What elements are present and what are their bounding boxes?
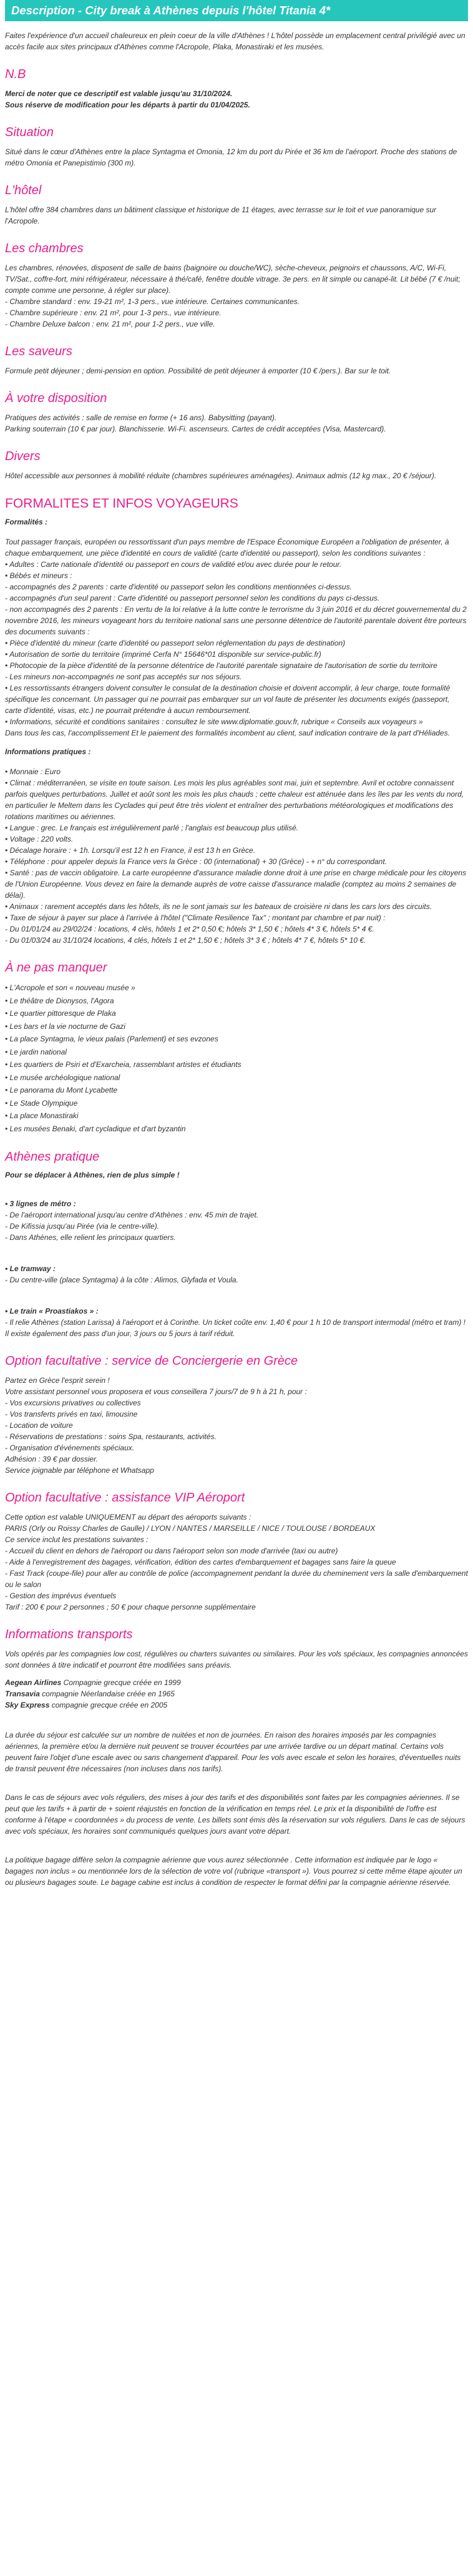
transports-paragraph: La politique bagage diffère selon la compagnie aérienne que vous aurez sélectionnée . Cette information est indiquée par le logo « bagages non inclus » ou mentionnée lors de la sélection de votre vol (rubrique «transport »). Vous pourrez si cette même étape ajouter un ou plusieurs bagages soute. Le bagage cabine est inclus à condition de respecter le format défini par la compagnie aérienne réservée.	[5, 1856, 462, 1887]
disposition-services: Parking souterrain (10 € par jour). Blanchisserie. Wi-Fi. ascenseurs. Cartes de crédit acceptées (Visa, Mastercard).	[5, 425, 386, 433]
situation-heading: Situation	[5, 125, 54, 139]
formalites-line: - accompagnés des 2 parents : carte d'identité ou passeport selon les conditions mentionnées ci-dessus.	[5, 583, 352, 591]
formalites-line: - non accompagnés des 2 parents : En vertu de la loi relative à la lutte contre le terrorisme du 3 juin 2016 et du décret gouvernemental du 2 novembre 2016, les mineurs voyageant hors du territoire national sans une personne détentrice de l'autorité parentale doivent être porteurs des documents suivants :	[5, 605, 467, 636]
airline-name: Sky Express	[5, 1701, 50, 1709]
divers-heading: Divers	[5, 450, 41, 463]
airlines-list	[5, 1677, 468, 1711]
nb-modification-note: Sous réserve de modification pour les départs à partir du 01/04/2025.	[5, 101, 250, 109]
list-item: • Les bars et la vie nocturne de Gazi	[5, 1021, 125, 1031]
conciergerie-list	[5, 1375, 468, 1476]
disposition-activities: Pratiques des activités : salle de remise en forme (+ 16 ans). Babysitting (payant).	[5, 413, 277, 422]
formalites-line: • Informations, sécurité et conditions sanitaires : consultez le site www.diplomatie.gouv.fr, rubrique « Conseils aux voyageurs »	[5, 717, 423, 726]
disposition-list	[5, 412, 468, 435]
formalites-line: • Adultes : Carte nationale d'identité ou passeport en cours de validité et/ou avec durée pour le retour.	[5, 560, 342, 569]
list-item: • Le Stade Olympique	[5, 1098, 78, 1108]
transports-paragraph: La durée du séjour est calculée sur un nombre de nuitées et non de journées. En raison des horaires imposés par les compagnies aériennes, la première et/ou la dernière nuit peuvent se trouver écourtées par une arrivée tardive ou un départ matinal. Certains vols peuvent faire l'objet d'une escale avec ou sans changement d'appareil. Pour les vols avec escale et selon les horaires, d'éventuelles nuits de transit peuvent être nécessaires (non incluses dans nos tarifs).	[5, 1731, 461, 1773]
saveurs-heading: Les saveurs	[5, 345, 72, 358]
list-item: • Les musées Benaki, d'art cycladique et d'art byzantin	[5, 1124, 186, 1133]
formalites-line: • Autorisation de sortie du territoire (imprimé Cerfa N° 15646*01 disponible sur service-public.fr)	[5, 650, 321, 659]
vip-line: - Aide à l'enregistrement des bagages, vérification, édition des cartes d'embarquement et bagages sans faire la queue	[5, 1558, 396, 1566]
pratiques-line: • Taxe de séjour à payer sur place à l'arrivée à l'hôtel ("Climate Resilience Tax" ; montant par chambre et par nuit) :	[5, 913, 386, 922]
nb-heading: N.B	[5, 67, 26, 81]
vip-list	[5, 1512, 468, 1613]
formalites-line: Tout passager français, européen ou ressortissant d'un pays membre de l'Espace Économique Européen a l'obligation de présenter, à chaque embarquement, une pièce d'identité en cours de validité (carte d'identité ou passeport), selon les conditions suivantes :	[5, 538, 449, 558]
saveurs-text: Formule petit déjeuner ; demi-pension en option. Possibilité de petit déjeuner à emporter (10 € /pers.). Bar sur le toit.	[5, 366, 391, 375]
conciergerie-line: - Organisation d'événements spéciaux.	[5, 1443, 135, 1452]
chambre-superieure: - Chambre supérieure : env. 21 m², pour 1-3 pers., vue intérieure.	[5, 308, 222, 317]
hotel-text: L'hôtel offre 384 chambres dans un bâtiment classique et historique de 11 étages, avec terrasse sur le toit et vue panoramique sur l'Acropole.	[5, 205, 437, 225]
transports-heading: Informations transports	[5, 1628, 133, 1641]
chambres-list	[5, 262, 468, 330]
formalites-list	[5, 536, 468, 739]
chambres-heading: Les chambres	[5, 242, 84, 255]
conciergerie-heading: Option facultative : service de Conciergerie en Grèce	[5, 1354, 298, 1368]
pratiques-list	[5, 766, 468, 946]
vip-line: - Gestion des imprévus éventuels	[5, 1591, 117, 1600]
pratiques-line: - Du 01/01/24 au 29/02/24 : locations, 4 clés, hôtels 1 et 2* 0,50 €; hôtels 3* 1,50 € ; hôtels 4* 3 €, hôtels 5* 4 €.	[5, 925, 374, 933]
list-item: • Le jardin national	[5, 1047, 67, 1056]
formalites-label: Formalités :	[5, 518, 48, 526]
metro-line: - Dans Athènes, elle relient les principaux quartiers.	[5, 1233, 176, 1242]
list-item: • Le théâtre de Dionysos, l'Agora	[5, 996, 114, 1005]
pratiques-label: Informations pratiques :	[5, 747, 91, 756]
chambres-description: Les chambres, rénovées, disposent de salle de bains (baignoire ou douche/WC), sèche-cheveux, peignoirs et chaussons, A/C, Wi-Fi, TV/Sat., coffre-fort, mini réfrigérateur, nécessaire à thé/café, fenêtre double vitrage. 3e pers. en lit simple ou canapé-lit. Lit bébé (7 € /nuit; compte comme une personne, à régler sur place).	[5, 263, 461, 295]
list-item: • Les quartiers de Psiri et d'Exarcheia, rassemblant artistes et étudiants	[5, 1060, 241, 1069]
list-item: • Le musée archéologique national	[5, 1073, 120, 1082]
pratiques-line: • Santé : pas de vaccin obligatoire. La carte européenne d'assurance maladie donne droit à une prise en charge médicale pour les citoyens de l'Union Européenne. Vous devez en faire la demande auprès de votre caisse d'assurance maladie (comptez au moins 2 semaines de délai).	[5, 868, 466, 900]
airline-name: Aegean Airlines	[5, 1678, 62, 1687]
chambre-deluxe: - Chambre Deluxe balcon : env. 21 m², pour 1-2 pers., vue ville.	[5, 320, 215, 328]
vip-heading: Option facultative : assistance VIP Aéroport	[5, 1491, 245, 1505]
formalites-line: • Photocopie de la pièce d'identité de la personne détentrice de l'autorité parentale signataire de l'autorisation de sortie du territoire	[5, 661, 437, 670]
metro-line: - De Kifissia jusqu'au Pirée (via le centre-ville).	[5, 1222, 160, 1231]
airline-item	[5, 1688, 468, 1699]
list-item: • La place Monastiraki	[5, 1111, 79, 1120]
pratiques-line: • Monnaie : Euro	[5, 767, 61, 776]
transports-intro: Vols opérés par les compagnies low cost, régulières ou charters suivantes ou similaires. Pour les vols spéciaux, les compagnies annoncées sont données à titre indicatif et pourront être modifiées sans préavis.	[5, 1649, 468, 1669]
nb-notes	[5, 88, 468, 111]
disposition-heading: À votre disposition	[5, 391, 107, 405]
airline-name: Transavia	[5, 1689, 40, 1698]
chambre-standard: - Chambre standard : env. 19-21 m², 1-3 pers., vue intérieure. Certaines communicantes.	[5, 297, 300, 306]
train-info	[5, 1305, 468, 1339]
tram-title: • Le tramway :	[5, 1264, 56, 1273]
manquer-list	[5, 981, 468, 1135]
airline-item	[5, 1677, 468, 1688]
vip-line: PARIS (Orly ou Roissy Charles de Gaulle) / LYON / NANTES / MARSEILLE / NICE / TOULOUSE / BORDEAUX	[5, 1524, 376, 1533]
conciergerie-line: Votre assistant personnel vous proposera et vous conseillera 7 jours/7 de 9 h à 21 h, pour :	[5, 1387, 307, 1396]
vip-line: Tarif : 200 € pour 2 personnes ; 50 € pour chaque personne supplémentaire	[5, 1603, 256, 1611]
conciergerie-line: Partez en Grèce l'esprit serein !	[5, 1376, 110, 1385]
pratiques-line: • Langue : grec. Le français est irrégulièrement parlé ; l'anglais est beaucoup plus utilisé.	[5, 823, 299, 832]
train-line: - Il relie Athènes (station Larissa) à l'aéroport et à Corinthe. Un ticket coûte env. 1,40 € pour 1 h 10 de transport intermodal (métro et tram) ! Il existe également des pass d'un jour, 3 jours ou 5 jours à tarif réduit.	[5, 1318, 466, 1338]
airline-text: compagnie Néerlandaise créée en 1965	[39, 1689, 175, 1698]
transports-paragraph: Dans le cas de séjours avec vols réguliers, des mises à jour des tarifs et des disponibilités sont faites par les compagnies aériennes. Il se peut que les tarifs + à partir de + soient réajustés en fonction de la vérification en temps réel. Le prix et la disponibilité de l'offre est conforme à l'étape « coordonnées » du process de vente. Les billets sont émis dès la réservation sur vols réguliers. Dans le cas de séjours avec vols spéciaux, les horaires sont communiqués quelques jours avant votre départ.	[5, 1793, 466, 1836]
vip-line: Cette option est valable UNIQUEMENT au départ des aéroports suivants :	[5, 1513, 251, 1522]
metro-line: - De l'aéroport international jusqu'au centre d'Athènes : env. 45 min de trajet.	[5, 1211, 259, 1219]
hotel-heading: L'hôtel	[5, 184, 42, 197]
pratiques-line: • Climat : méditerranéen, se visite en toute saison. Les mois les plus agréables sont mai, juin et septembre. Avril et octobre connaissent parfois quelques perturbations. Juillet et août sont les mois les plus chauds ; cette chaleur est atténuée dans les îles par les vents du nord, en particulier le Meltem dans les Cyclades qui peut être très violent et entraîner des perturbations météorologiques et modifications des rotations maritimes ou aériennes.	[5, 779, 464, 821]
pratiques-line: - Du 01/03/24 au 31/10/24 locations, 4 clés, hôtels 1 et 2* 1,50 € ; hôtels 3* 3 € ; hôtels 4* 7 €, hôtels 5* 10 €.	[5, 936, 366, 945]
metro-title: • 3 lignes de métro :	[5, 1199, 76, 1208]
list-item: • La place Syntagma, le vieux palais (Parlement) et ses evzones	[5, 1035, 218, 1043]
conciergerie-line: Service joignable par téléphone et Whatsapp	[5, 1466, 154, 1475]
pratiques-line: • Voltage : 220 volts.	[5, 835, 74, 843]
tram-line: - Du centre-ville (place Syntagma) à la côte : Alimos, Glyfada et Voula.	[5, 1276, 238, 1284]
vip-line: - Fast Track (coupe-file) pour aller au contrôle de police (accompagnement pendant la durée du cheminement vers la salle d'embarquement ou le salon	[5, 1569, 468, 1589]
list-item: • Le quartier pittoresque de Plaka	[5, 1009, 116, 1018]
formalites-line: - accompagnés d'un seul parent : Carte d'identité ou passeport personnel selon les conditions du pays ci-dessus.	[5, 594, 380, 602]
list-item: • Le panorama du Mont Lycabette	[5, 1086, 118, 1094]
divers-text: Hôtel accessible aux personnes à mobilité réduite (chambres supérieures aménagées). Animaux admis (12 kg max., 20 € /séjour).	[5, 471, 437, 480]
vip-line: Ce service inclut les prestations suivantes :	[5, 1535, 149, 1544]
formalites-heading: FORMALITES ET INFOS VOYAGEURS	[5, 496, 238, 511]
conciergerie-line: - Réservations de prestations : soins Spa, restaurants, activités.	[5, 1432, 217, 1441]
conciergerie-line: - Location de voiture	[5, 1421, 73, 1430]
pratiques-line: • Animaux : rarement acceptés dans les hôtels, ils ne le sont jamais sur les bateaux de croisière ni dans les cars lors des circuits.	[5, 902, 432, 911]
conciergerie-line: - Vos excursions privatives ou collectives	[5, 1399, 141, 1407]
vip-line: - Accueil du client en dehors de l'aéroport ou dans l'aéroport selon son mode d'arrivée (taxi ou autre)	[5, 1546, 338, 1555]
formalites-line: • Pièce d'identité du mineur (carte d'identité ou passeport selon réglementation du pays de destination)	[5, 639, 346, 647]
list-item: • L'Acropole et son « nouveau musée »	[5, 983, 135, 992]
formalites-line: Dans tous les cas, l'accomplissement Et le paiement des formalités incombent au client, sauf indication contraire de la part d'Héliades.	[5, 729, 450, 737]
conciergerie-line: - Vos transferts privés en taxi, limousine	[5, 1410, 138, 1418]
pratiques-line: • Téléphone : pour appeler depuis la France vers la Grèce : 00 (international) + 30 (Grèce) - + n° du correspondant.	[5, 857, 387, 866]
tram-info	[5, 1263, 468, 1286]
nb-validity-note: Merci de noter que ce descriptif est valable jusqu'au 31/10/2024.	[5, 89, 233, 98]
train-title: • Le train « Proastiakos » :	[5, 1307, 99, 1315]
pratiques-line: • Décalage horaire : + 1h. Lorsqu'il est 12 h en France, il est 13 h en Grèce.	[5, 846, 256, 855]
airline-item	[5, 1699, 468, 1711]
airline-text: Compagnie grecque créée en 1999	[61, 1678, 181, 1687]
formalites-line: • Les ressortissants étrangers doivent consulter le consulat de la destination choisie et doivent accomplir, à leur charge, toute formalité spécifique les concernant. Un passager qui ne pourrait pas embarquer sur un vol faute de présenter les documents exigés (passeport, carte d'identité, visas, etc.) ne pourrait prétendre à aucun remboursement.	[5, 684, 451, 715]
situation-text: Situé dans le cœur d'Athènes entre la place Syntagma et Omonia, 12 km du port du Pirée et 36 km de l'aéroport. Proche des stations de métro Omonia et Panepistimio (300 m).	[5, 147, 457, 167]
metro-info	[5, 1198, 468, 1243]
athenes-intro: Pour se déplacer à Athènes, rien de plus simple !	[5, 1171, 180, 1179]
formalites-line: • Bébés et mineurs :	[5, 571, 72, 580]
formalites-line: - Les mineurs non-accompagnés ne sont pas acceptés sur nos séjours.	[5, 672, 242, 681]
airline-text: compagnie grecque créée en 2005	[49, 1701, 168, 1709]
athenes-heading: Athènes pratique	[5, 1150, 100, 1164]
manquer-heading: À ne pas manquer	[5, 961, 107, 975]
conciergerie-line: Adhésion : 39 € par dossier.	[5, 1455, 98, 1463]
page-title: Description - City break à Athènes depuis l'hôtel Titania 4*	[5, 0, 468, 21]
intro-text: Faites l'expérience d'un accueil chaleureux en plein coeur de la ville d'Athènes ! L'hôtel possède un emplacement central privilégié avec un accès facile aux sites principaux d'Athènes comme l'Acropole, Plaka, Monastiraki et les musées.	[5, 31, 466, 51]
